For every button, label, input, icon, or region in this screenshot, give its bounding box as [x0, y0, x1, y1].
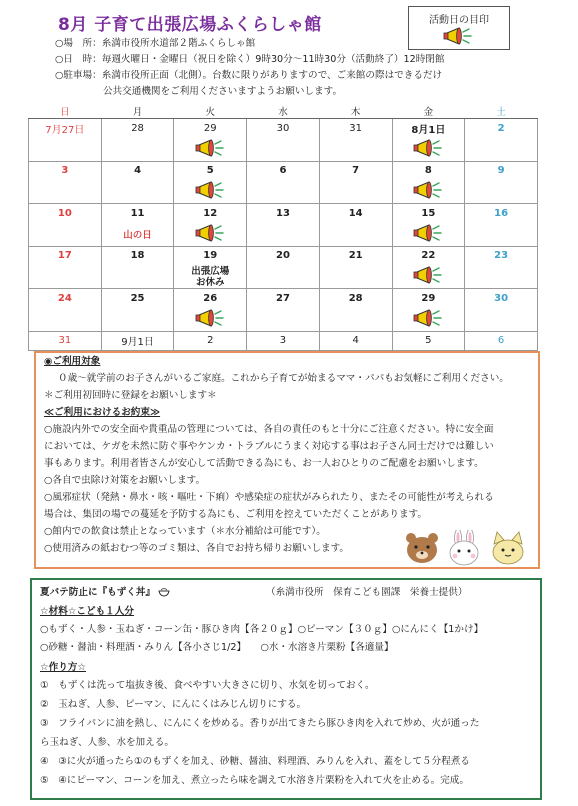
calendar-day: 2 [465, 119, 538, 138]
calendar-day: 26 [174, 289, 247, 308]
weekday-sun: 日 [29, 104, 102, 119]
usage-promise-line: ○使用済みの紙おむつ等のゴミ類は、各自でお持ち帰りお願いします。 [44, 543, 350, 554]
calendar-day: 6 [465, 331, 538, 350]
step-line: ③ フライパンに油を熱し、にんにくを炒める。香りが出てきたら豚ひき肉を入れて炒め、火が通った [40, 718, 480, 729]
usage-promise-line: ○施設内外での安全面や貴重品の管理については、各自の責任のもと十分にご注意ください。特に安全面 [44, 424, 494, 435]
calendar-day: 3 [29, 161, 102, 180]
usage-promise-heading: ≪ご利用におけるお約束≫ [44, 407, 161, 418]
megaphone-icon [413, 265, 443, 285]
activity-calendar [28, 104, 538, 351]
weekday-fri: 金 [392, 104, 465, 119]
activity-day-mark [174, 180, 247, 204]
usage-target-note: ＊ご利用初回時に登録をお願いします＊ [44, 390, 217, 401]
activity-day-mark [174, 308, 247, 332]
calendar-empty-cell [29, 138, 102, 162]
calendar-empty-cell [319, 223, 392, 247]
calendar-day: 9月1日 [101, 331, 174, 350]
calendar-empty-cell [319, 138, 392, 162]
calendar-day: 2 [174, 331, 247, 350]
megaphone-icon [413, 308, 443, 328]
weekday-mon: 月 [101, 104, 174, 119]
calendar-note-cell [101, 223, 174, 247]
calendar-empty-cell [465, 308, 538, 332]
activity-day-mark [392, 138, 465, 162]
calendar-empty-cell [101, 265, 174, 289]
calendar-day: 8月1日 [392, 119, 465, 138]
calendar-mark-row [29, 265, 538, 289]
steps-heading: ☆作り方☆ [40, 662, 86, 673]
calendar-empty-cell [101, 138, 174, 162]
calendar-day: 10 [29, 204, 102, 223]
info-time: ○日 時：毎週火曜日・金曜日（祝日を除く）9時30分～11時30分（活動終了）12時閉館 [55, 54, 445, 65]
step-line: ④ ③に火が通ったら①のもずくを加え、砂糖、醤油、料理酒、みりんを入れ、蓋をして５分程煮る [40, 756, 470, 767]
calendar-week-row [29, 289, 538, 308]
bowl-icon [158, 587, 170, 597]
calendar-day: 8 [392, 161, 465, 180]
calendar-empty-cell [101, 180, 174, 204]
calendar-day: 4 [101, 161, 174, 180]
calendar-day: 27 [247, 289, 320, 308]
calendar-empty-cell [101, 308, 174, 332]
activity-day-mark [174, 223, 247, 247]
calendar-day: 7月27日 [29, 119, 102, 138]
megaphone-icon [413, 223, 443, 243]
step-line: ⑤ ④にピーマン、コーンを加え、煮立ったら味を調えて水溶き片栗粉を入れて火を止める。完成。 [40, 775, 469, 786]
megaphone-icon [195, 223, 225, 243]
legend-label: 活動日の目印 [429, 15, 489, 26]
info-parking-2: 公共交通機関をご利用くださいますようお願いします。 [55, 86, 343, 97]
step-line: ② 玉ねぎ、人参、ピーマン、にんにくはみじん切りにする。 [40, 699, 307, 710]
usage-promise-line: においては、ケガを未然に防ぐ事やケンカ・トラブルにうまく対応する事はお子さん同士だけでは難しい [44, 441, 494, 452]
calendar-week-row [29, 204, 538, 223]
calendar-day: 29 [174, 119, 247, 138]
usage-target-heading: ◉ご利用対象 [44, 356, 101, 367]
info-parking: ○駐車場：糸満市役所正面（北側）。台数に限りがありますので、ご来館の際はできるだけ [55, 70, 443, 81]
calendar-empty-cell [465, 265, 538, 289]
calendar-day: 9 [465, 161, 538, 180]
usage-promise-line: ○各自で虫除け対策をお願いします。 [44, 475, 206, 486]
calendar-note: 山の日 [123, 230, 152, 241]
calendar-day: 11 [101, 204, 174, 223]
calendar-day: 17 [29, 246, 102, 265]
calendar-day: 31 [29, 331, 102, 350]
calendar-mark-row [29, 138, 538, 162]
calendar-mark-row [29, 223, 538, 247]
ingredient-line: ○砂糖・醤油・料理酒・みりん【各小さじ1/2】 ○水・水溶き片栗粉【各適量】 [40, 642, 394, 653]
legend-box [408, 6, 510, 50]
calendar-day: 5 [174, 161, 247, 180]
calendar-day: 4 [319, 331, 392, 350]
calendar-day: 19 [174, 246, 247, 265]
animal-faces-icon [402, 530, 532, 566]
calendar-empty-cell [247, 308, 320, 332]
megaphone-icon [195, 308, 225, 328]
calendar-day: 3 [247, 331, 320, 350]
page-title: 8月 子育て出張広場ふくらしゃ館 [58, 15, 322, 35]
calendar-mark-row [29, 308, 538, 332]
calendar-day: 5 [392, 331, 465, 350]
calendar-day: 30 [465, 289, 538, 308]
usage-promise-line: 事もあります。利用者皆さんが安心して活動できる為にも、お一人おひとりのご配慮をお願いします。 [44, 458, 484, 469]
ingredient-line: ○もずく・人参・玉ねぎ・コーン缶・豚ひき肉【各２０ｇ】○ピーマン【３０ｇ】○にんにく【1かけ】 [40, 624, 484, 635]
recipe-title: 夏バテ防止に『もずく丼』 [40, 584, 170, 601]
calendar-empty-cell [465, 223, 538, 247]
usage-promise-line: ○館内での飲食は禁止となっています（＊水分補給は可能です）。 [44, 526, 326, 537]
calendar-week-row [29, 331, 538, 350]
recipe-box [30, 578, 542, 800]
calendar-day: 7 [319, 161, 392, 180]
weekday-wed: 水 [247, 104, 320, 119]
activity-day-mark [392, 180, 465, 204]
megaphone-icon [195, 180, 225, 200]
weekday-thu: 木 [319, 104, 392, 119]
megaphone-icon [443, 26, 473, 46]
megaphone-icon [413, 138, 443, 158]
calendar-day: 29 [392, 289, 465, 308]
calendar-empty-cell [465, 180, 538, 204]
calendar-day: 24 [29, 289, 102, 308]
usage-target-line: ０歳～就学前のお子さんがいるご家庭。これから子育てが始まるママ・パパもお気軽にご利用ください。 [58, 373, 509, 384]
calendar-day: 22 [392, 246, 465, 265]
calendar-day: 15 [392, 204, 465, 223]
calendar-day: 30 [247, 119, 320, 138]
activity-day-mark [392, 308, 465, 332]
step-line: ら玉ねぎ、人参、水を加える。 [40, 737, 174, 748]
calendar-empty-cell [29, 265, 102, 289]
calendar-day: 13 [247, 204, 320, 223]
calendar-day: 18 [101, 246, 174, 265]
activity-day-mark [392, 265, 465, 289]
calendar-day: 20 [247, 246, 320, 265]
activity-day-mark [174, 138, 247, 162]
calendar-empty-cell [247, 180, 320, 204]
step-line: ① もずくは洗って塩抜き後、食べやすい大きさに切り、水気を切っておく。 [40, 680, 375, 691]
info-place: ○場 所：糸満市役所水道部２階ふくらしゃ館 [55, 38, 256, 49]
calendar-day: 12 [174, 204, 247, 223]
calendar-empty-cell [247, 223, 320, 247]
calendar-day: 6 [247, 161, 320, 180]
weekday-tue: 火 [174, 104, 247, 119]
calendar-day: 28 [101, 119, 174, 138]
weekday-sat: 土 [465, 104, 538, 119]
calendar-day: 28 [319, 289, 392, 308]
activity-day-mark [392, 223, 465, 247]
calendar-mark-row [29, 180, 538, 204]
calendar-note: 出張広場お休み [191, 265, 230, 288]
calendar-day: 25 [101, 289, 174, 308]
calendar-empty-cell [247, 138, 320, 162]
megaphone-icon [195, 138, 225, 158]
megaphone-icon [413, 180, 443, 200]
calendar-day: 23 [465, 246, 538, 265]
calendar-empty-cell [319, 308, 392, 332]
recipe-credit: （糸満市役所 保育こども園課 栄養士提供） [266, 587, 468, 598]
calendar-empty-cell [319, 265, 392, 289]
usage-promise-line: ○風邪症状（発熱・鼻水・咳・嘔吐・下痢）や感染症の症状がみられたり、またその可能性が考えられる [44, 492, 494, 503]
calendar-day: 14 [319, 204, 392, 223]
calendar-empty-cell [319, 180, 392, 204]
calendar-empty-cell [465, 138, 538, 162]
calendar-empty-cell [29, 308, 102, 332]
calendar-empty-cell [247, 265, 320, 289]
calendar-empty-cell [29, 223, 102, 247]
calendar-note-cell [174, 265, 247, 289]
usage-promise-line: 場合は、集団の場での蔓延を予防する為にも、ご利用を控えていただくことがあります。 [44, 509, 427, 520]
ingredients-heading: ☆材料☆こども１人分 [40, 606, 134, 617]
calendar-week-row [29, 246, 538, 265]
calendar-week-row [29, 161, 538, 180]
calendar-day: 21 [319, 246, 392, 265]
calendar-empty-cell [29, 180, 102, 204]
calendar-week-row [29, 119, 538, 138]
calendar-day: 16 [465, 204, 538, 223]
calendar-day: 31 [319, 119, 392, 138]
